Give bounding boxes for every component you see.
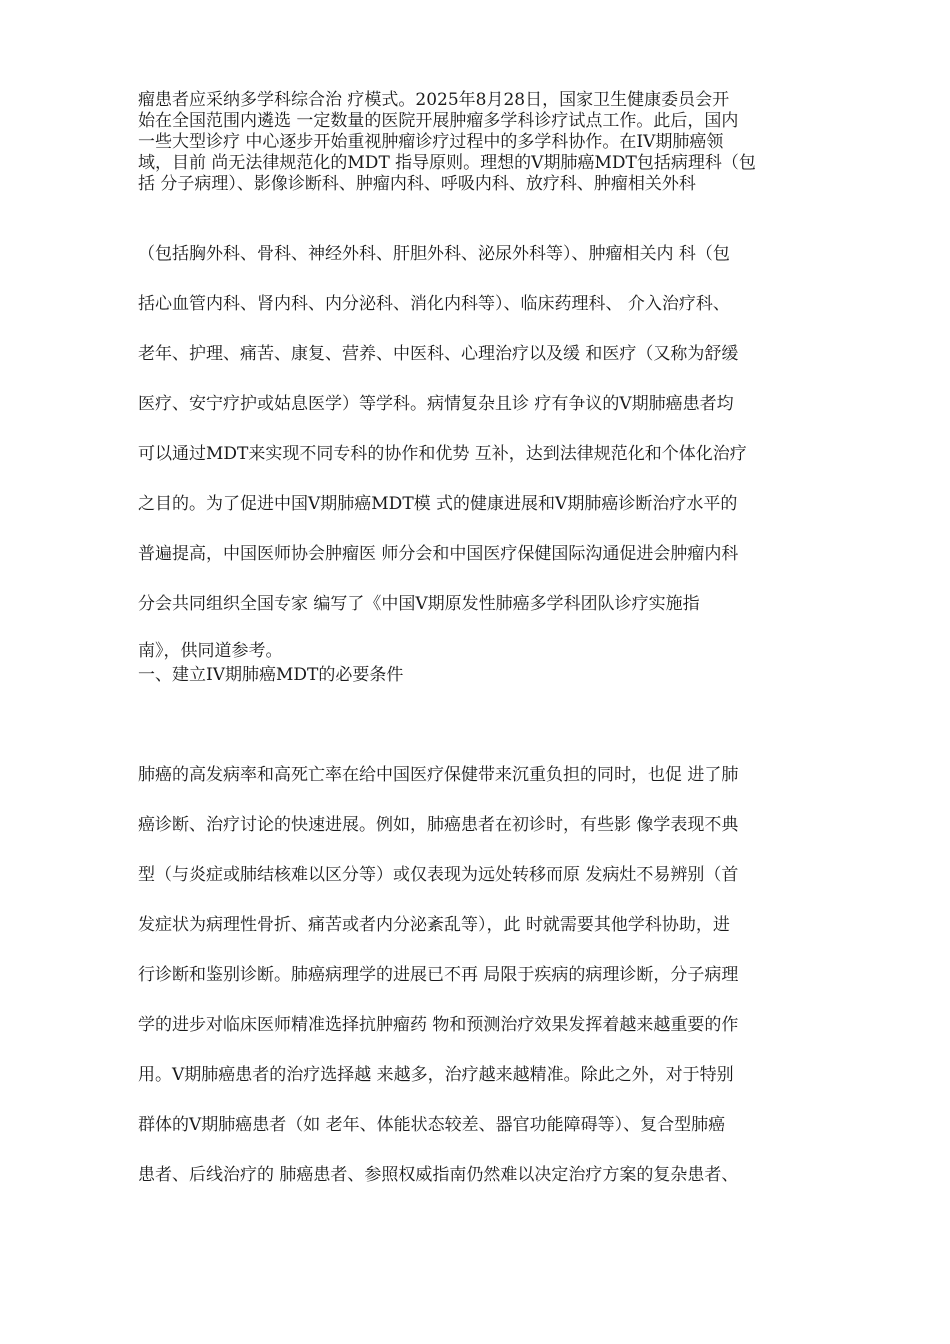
- paragraph-line: （包括胸外科、骨科、神经外科、肝胆外科、泌尿外科等）、肿瘤相关内 科（包: [138, 244, 730, 264]
- paragraph-line: 肺癌的高发病率和高死亡率在给中国医疗保健带来沉重负担的同时，也促 进了肺: [138, 765, 739, 785]
- section-heading: 一、建立IV期肺癌MDT的必要条件: [138, 665, 404, 685]
- paragraph-line: 用。V期肺癌患者的治疗选择越 来越多，治疗越来越精准。除此之外，对于特别: [138, 1065, 734, 1085]
- paragraph-line: 老年、护理、痛苦、康复、营养、中医科、心理治疗以及缓 和医疗（又称为舒缓: [138, 344, 739, 364]
- paragraph-line: 瘤患者应采纳多学科综合治 疗模式。2025年8月28日，国家卫生健康委员会开: [138, 90, 730, 110]
- paragraph-line: 括心血管内科、肾内科、内分泌科、消化内科等）、临床药理科、 介入治疗科、: [138, 294, 730, 314]
- paragraph-line: 可以通过MDT来实现不同专科的协作和优势 互补，达到法律规范化和个体化治疗: [138, 444, 747, 464]
- paragraph-line: 型（与炎症或肺结核难以区分等）或仅表现为远处转移而原 发病灶不易辨别（首: [138, 865, 739, 885]
- paragraph-line: 括 分子病理）、影像诊断科、肿瘤内科、呼吸内科、放疗科、肿瘤相关外科: [138, 174, 696, 194]
- paragraph-line: 始在全国范围内遴选 一定数量的医院开展肿瘤多学科诊疗试点工作。此后，国内: [138, 111, 739, 131]
- paragraph-line: 学的进步对临床医师精准选择抗肿瘤药 物和预测治疗效果发挥着越来越重要的作: [138, 1015, 739, 1035]
- paragraph-line: 医疗、安宁疗护或姑息医学）等学科。病情复杂且诊 疗有争议的V期肺癌患者均: [138, 394, 734, 414]
- paragraph-line: 普遍提高，中国医师协会肿瘤医 师分会和中国医疗保健国际沟通促进会肿瘤内科: [138, 544, 739, 564]
- paragraph-line: 南》，供同道参考。: [138, 641, 283, 661]
- paragraph-line: 癌诊断、治疗讨论的快速进展。例如，肺癌患者在初诊时，有些影 像学表现不典: [138, 815, 739, 835]
- paragraph-line: 一些大型诊疗 中心逐步开始重视肿瘤诊疗过程中的多学科协作。在IV期肺癌领: [138, 132, 724, 152]
- paragraph-line: 行诊断和鉴别诊断。肺癌病理学的进展已不再 局限于疾病的病理诊断，分子病理: [138, 965, 739, 985]
- paragraph-line: 群体的V期肺癌患者（如 老年、体能状态较差、器官功能障碍等）、复合型肺癌: [138, 1115, 726, 1135]
- paragraph-line: 分会共同组织全国专家 编写了《中国V期原发性肺癌多学科团队诊疗实施指: [138, 594, 700, 614]
- paragraph-line: 发症状为病理性骨折、痛苦或者内分泌紊乱等），此 时就需要其他学科协助，进: [138, 915, 730, 935]
- paragraph-line: 患者、后线治疗的 肺癌患者、参照权威指南仍然难以决定治疗方案的复杂患者、: [138, 1165, 739, 1185]
- paragraph-line: 之目的。为了促进中国V期肺癌MDT模 式的健康进展和V期肺癌诊断治疗水平的: [138, 494, 738, 514]
- paragraph-line: 域，目前 尚无法律规范化的MDT 指导原则。理想的V期肺癌MDT包括病理科（包: [138, 153, 756, 173]
